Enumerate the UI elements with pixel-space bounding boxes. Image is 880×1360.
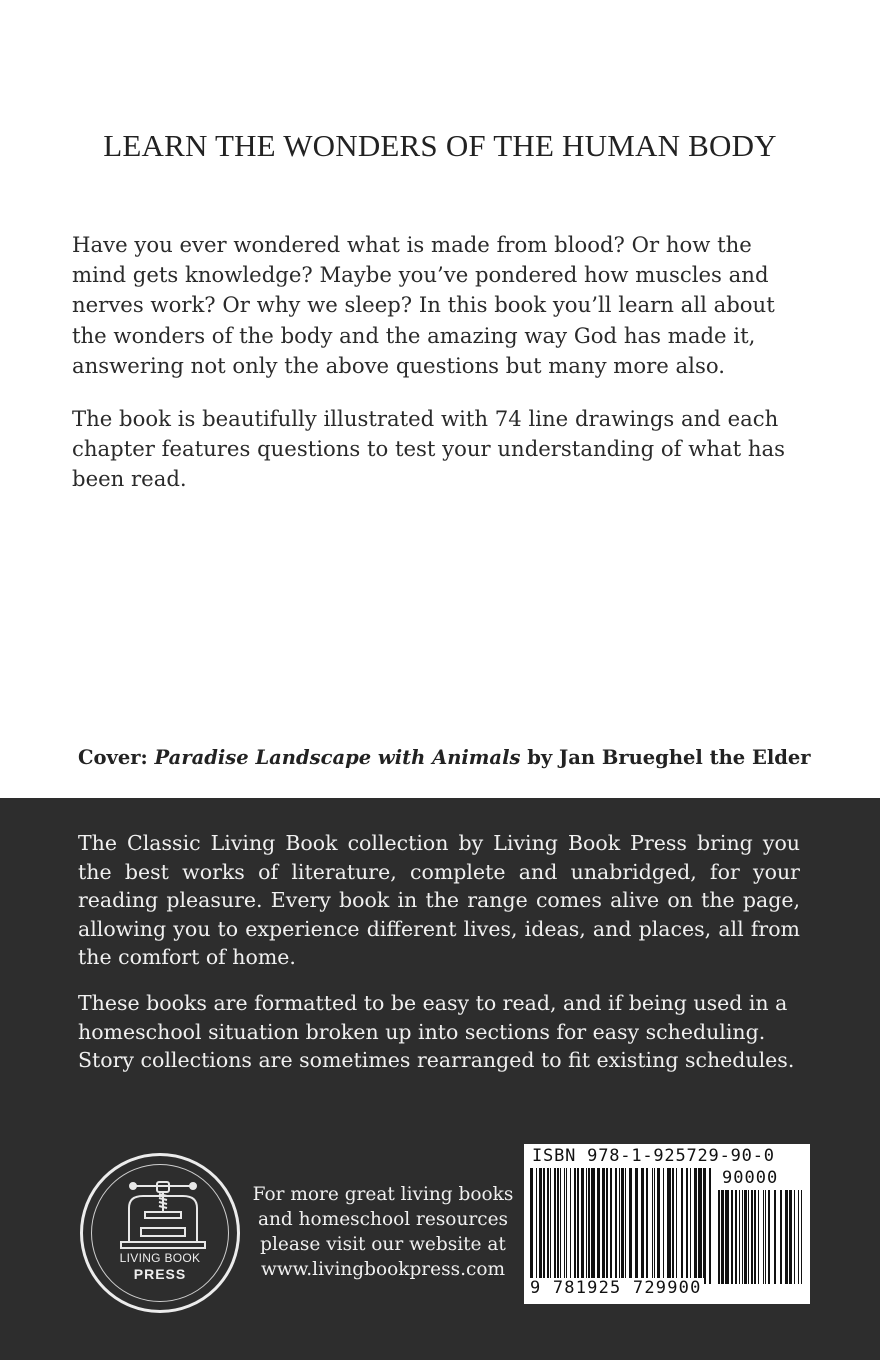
- barcode-bar: [768, 1190, 770, 1284]
- barcode-bar: [794, 1190, 795, 1284]
- collection-paragraph-2: These books are formatted to be easy to read, and if being used in a homeschool situation broken up into sections for easy scheduling. Story collections are sometimes rearranged to fit existing schedules.: [78, 991, 795, 1073]
- barcode-bar: [657, 1168, 660, 1284]
- barcode-bar: [560, 1168, 561, 1284]
- website-info-line-3: please visit our website at: [260, 1234, 506, 1255]
- isbn-number: ISBN 978-1-925729-90-0: [532, 1146, 775, 1166]
- barcode-bar: [780, 1190, 782, 1284]
- barcode-bar: [709, 1168, 711, 1284]
- barcode-bar: [566, 1168, 567, 1284]
- barcode-bar: [744, 1190, 747, 1284]
- barcode-bar: [801, 1190, 802, 1284]
- barcode-bar: [652, 1168, 653, 1284]
- barcode-bar: [763, 1190, 764, 1284]
- barcode-bar: [530, 1168, 533, 1284]
- barcode-bar: [739, 1190, 740, 1284]
- barcode-bar: [577, 1168, 579, 1284]
- barcode-bar: [765, 1190, 766, 1284]
- barcode-bar: [681, 1168, 683, 1284]
- isbn-barcode: [524, 1144, 810, 1304]
- blurb-paragraph-1: Have you ever wondered what is made from blood? Or how the mind gets knowledge? Maybe you’ve pondered how muscles and nerves work? Or why we sleep? In this book you’ll learn all about the wonders of the body and the amazing way God has made it, answering not only the above questions but many more also.: [72, 232, 775, 378]
- book-press-icon: [113, 1178, 213, 1250]
- barcode-bar: [754, 1190, 756, 1284]
- barcode-bar: [725, 1190, 729, 1284]
- barcode-bar: [547, 1168, 549, 1284]
- barcode-bar: [748, 1190, 749, 1284]
- barcode-bar: [635, 1168, 638, 1284]
- barcode-bar: [564, 1168, 565, 1284]
- barcode-bar: [703, 1168, 706, 1284]
- barcode-bar: [654, 1168, 655, 1284]
- website-url[interactable]: www.livingbookpress.com: [260, 1259, 506, 1280]
- logo-text-press: PRESS: [133, 1266, 187, 1282]
- barcode-bar: [610, 1168, 612, 1284]
- barcode-bar: [676, 1168, 677, 1284]
- barcode-bar: [557, 1168, 559, 1284]
- barcode-bar: [774, 1190, 776, 1284]
- barcode-bar: [615, 1168, 617, 1284]
- barcode-bar: [606, 1168, 608, 1284]
- barcode-bar: [574, 1168, 576, 1284]
- barcode-bar: [731, 1190, 733, 1284]
- barcode-bar: [690, 1168, 691, 1284]
- cover-credit: [78, 746, 818, 769]
- website-info: [252, 1182, 514, 1282]
- barcode-bar: [667, 1168, 671, 1284]
- ean-digits: 9 781925 729900: [530, 1278, 702, 1298]
- barcode-bar: [536, 1168, 537, 1284]
- barcode-bar: [629, 1168, 632, 1284]
- barcode-bar: [591, 1168, 595, 1284]
- back-cover-heading: LEARN THE WONDERS OF THE HUMAN BODY: [103, 128, 777, 163]
- barcode-bar: [798, 1190, 799, 1284]
- barcode-bar: [694, 1168, 697, 1284]
- barcode-bar: [758, 1190, 759, 1284]
- price-code: 90000: [722, 1168, 779, 1188]
- barcode-bar: [602, 1168, 605, 1284]
- barcode-bar: [554, 1168, 556, 1284]
- barcode-bar: [698, 1168, 702, 1284]
- blurb-paragraph-2: The book is beautifully illustrated with 74 line drawings and each chapter features questions to test your understanding of what has been read.: [72, 406, 786, 492]
- barcode-bar: [742, 1190, 743, 1284]
- barcode-bar: [588, 1168, 590, 1284]
- website-info-line-1: For more great living books: [252, 1184, 514, 1205]
- barcode-bar: [646, 1168, 648, 1284]
- barcode-bar: [735, 1190, 737, 1284]
- lower-dark-panel: [0, 798, 880, 1360]
- barcode-bar: [785, 1190, 788, 1284]
- barcode-bar: [619, 1168, 620, 1284]
- barcode-bar: [570, 1168, 571, 1284]
- barcode-bar: [686, 1168, 688, 1284]
- barcode-bar: [751, 1190, 753, 1284]
- barcode-bar: [625, 1168, 626, 1284]
- living-book-press-logo: [80, 1153, 240, 1313]
- barcode-bar: [663, 1168, 664, 1284]
- cover-credit-label: Cover:: [78, 746, 148, 769]
- barcode-bar: [543, 1168, 545, 1284]
- barcode-bar: [539, 1168, 542, 1284]
- barcode-bar: [597, 1168, 600, 1284]
- collection-paragraph-1: The Classic Living Book collection by Living Book Press bring you the best works of literature, complete and unabridged, for your reading pleasure. Every book in the range comes alive on the page, allowing you to experience different lives, ideas, and places, all from the comfort of home.: [78, 831, 800, 970]
- barcode-bar: [581, 1168, 584, 1284]
- barcode-bar: [586, 1168, 587, 1284]
- barcode-bar: [789, 1190, 792, 1284]
- cover-credit-artist: by Jan Brueghel the Elder: [527, 746, 811, 769]
- ean-barcode-bars: [530, 1168, 714, 1284]
- barcode-bar: [718, 1190, 720, 1284]
- barcode-bar: [550, 1168, 551, 1284]
- website-info-line-2: and homeschool resources: [257, 1209, 509, 1230]
- cover-credit-title: Paradise Landscape with Animals: [154, 746, 521, 769]
- barcode-bar: [641, 1168, 644, 1284]
- addon-barcode-bars: [718, 1190, 802, 1284]
- barcode-bar: [621, 1168, 624, 1284]
- barcode-bar: [721, 1190, 724, 1284]
- logo-text-living-book: LIVING BOOK: [119, 1251, 201, 1265]
- barcode-bar: [672, 1168, 674, 1284]
